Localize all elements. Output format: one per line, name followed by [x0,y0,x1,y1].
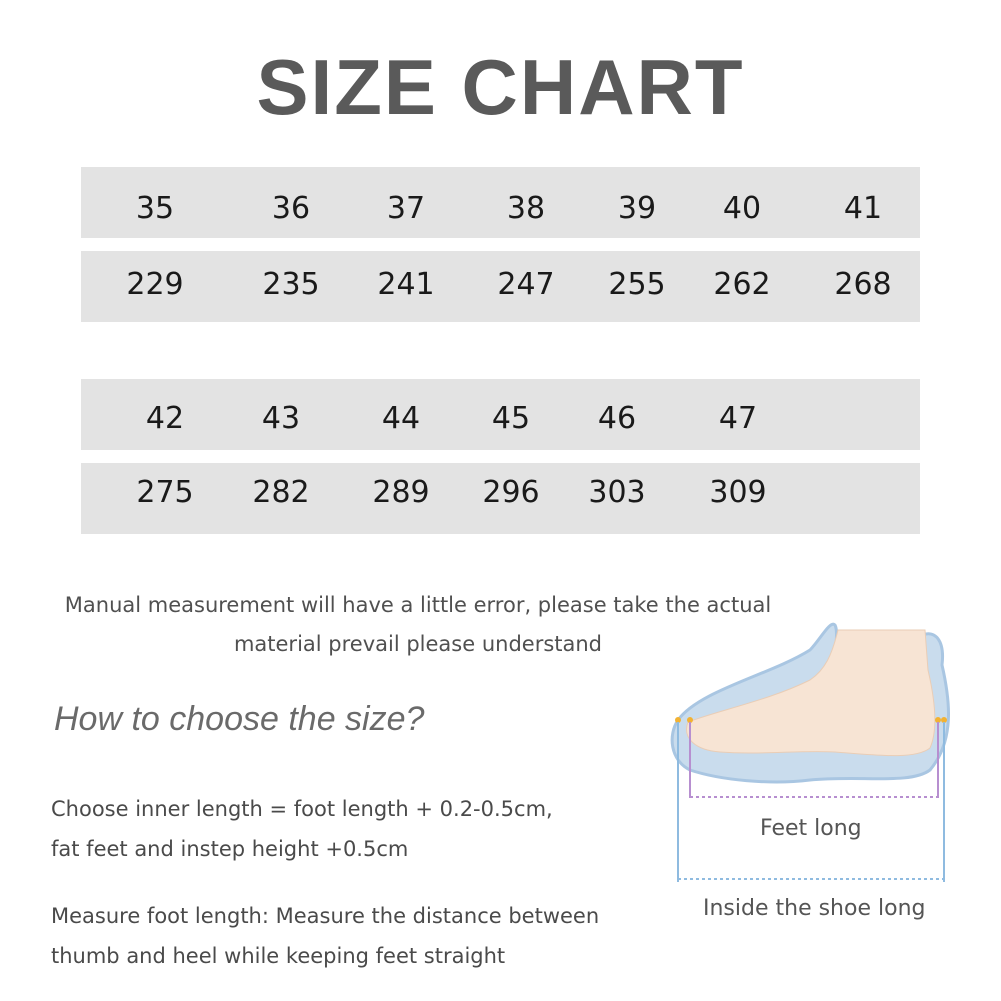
inside-shoe-long-label: Inside the shoe long [703,896,926,921]
foot-measurement-diagram [660,610,960,940]
length-cell: 247 [497,267,555,302]
length-cell: 255 [608,267,666,302]
size-cell: 37 [386,191,426,226]
measure-line-1: Measure foot length: Measure the distance between [51,904,600,928]
size-cell: 36 [271,191,311,226]
length-cell: 275 [136,475,194,510]
length-cell: 303 [588,475,646,510]
notice-line-1: Manual measurement will have a little error, please take the actual [64,593,772,617]
size-cell: 44 [381,401,421,436]
length-cell: 235 [262,267,320,302]
length-cell: 289 [372,475,430,510]
length-cell: 309 [709,475,767,510]
size-cell: 40 [722,191,762,226]
how-to-heading: How to choose the size? [54,700,425,738]
length-cell: 229 [126,267,184,302]
choose-line-2: fat feet and instep height +0.5cm [51,837,409,861]
size-cell: 43 [261,401,301,436]
foot-illustration [660,610,960,940]
size-cell: 47 [718,401,758,436]
measure-instructions [51,896,599,976]
size-cell: 42 [145,401,185,436]
length-cell: 262 [713,267,771,302]
length-cell: 268 [834,267,892,302]
notice-line-2: material prevail please understand [233,632,603,656]
size-cell: 39 [617,191,657,226]
size-cell: 41 [843,191,883,226]
length-cell: 241 [377,267,435,302]
feet-long-label: Feet long [760,816,862,841]
page-title: SIZE CHART [256,43,745,131]
size-cell: 35 [135,191,175,226]
size-row-band [81,167,920,238]
length-cell: 296 [482,475,540,510]
measure-line-2: thumb and heel while keeping feet straight [51,944,506,968]
choose-instructions [51,789,553,869]
size-cell: 45 [491,401,531,436]
size-cell: 38 [506,191,546,226]
length-cell: 282 [252,475,310,510]
choose-line-1: Choose inner length = foot length + 0.2-0.5cm, [51,797,553,821]
size-cell: 46 [597,401,637,436]
